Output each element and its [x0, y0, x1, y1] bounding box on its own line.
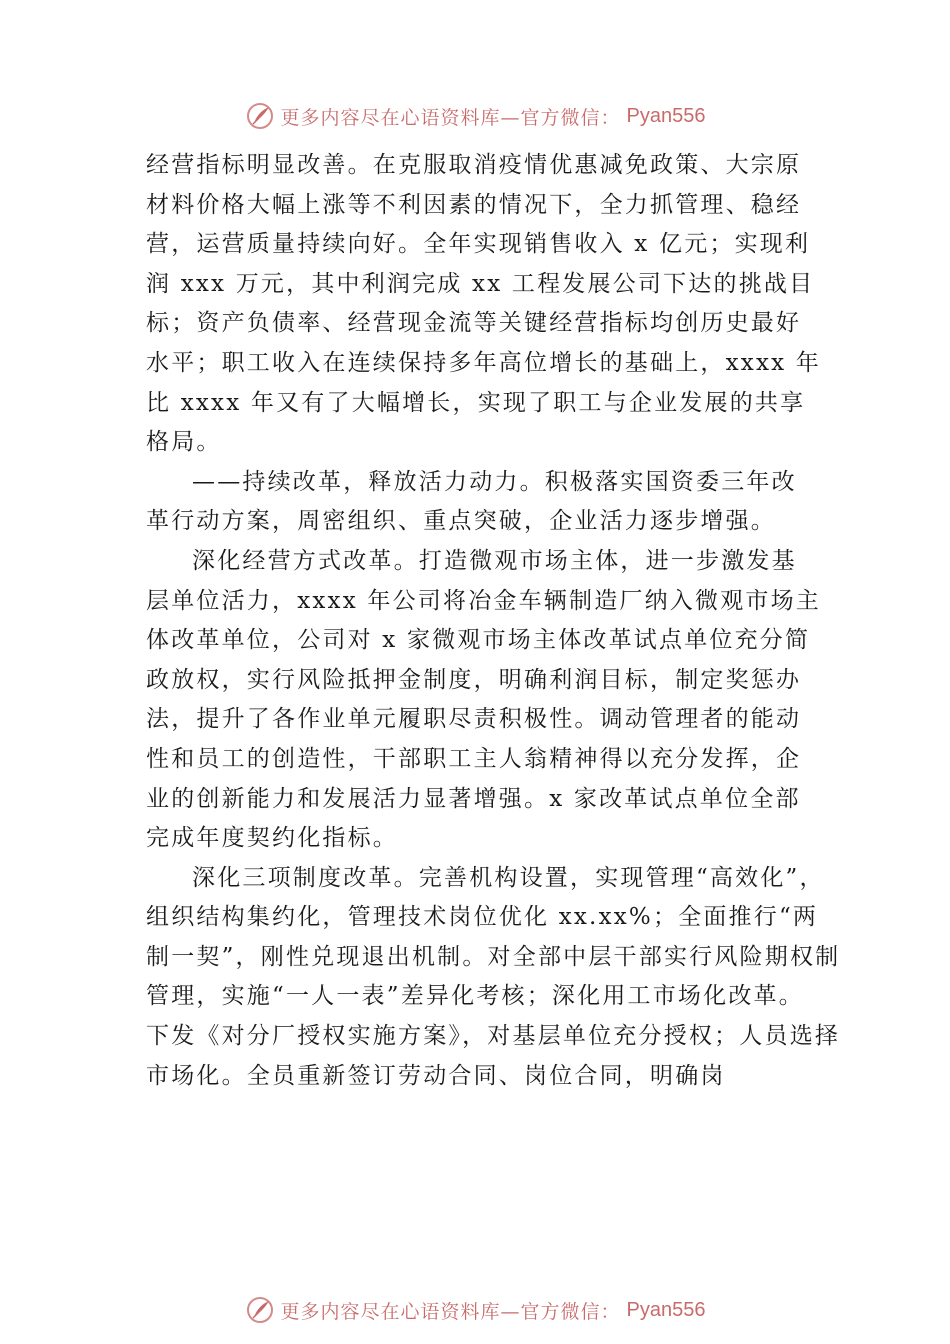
text-line: 下发《对分厂授权实施方案》，对基层单位充分授权；人员选择	[146, 1023, 841, 1050]
text-line: 市场化。全员重新签订劳动合同、岗位合同，明确岗	[146, 1062, 726, 1089]
text-line: 格局。	[146, 429, 222, 456]
paragraph-start-line: 深化经营方式改革。打造微观市场主体，进一步激发基	[192, 547, 797, 574]
header-watermark	[0, 96, 950, 136]
text-line: 革行动方案，周密组织、重点突破，企业活力逐步增强。	[146, 508, 776, 535]
text-line: 政放权，实行风险抵押金制度，明确利润目标，制定奖惩办	[146, 666, 802, 693]
text-line: 业的创新能力和发展活力显著增强。x 家改革试点单位全部	[146, 785, 801, 812]
feather-seal-icon	[245, 101, 275, 131]
text-line: 水平；职工收入在连续保持多年高位增长的基础上，xxxx 年	[146, 349, 821, 376]
text-line: 层单位活力，xxxx 年公司将冶金车辆制造厂纳入微观市场主	[146, 587, 821, 614]
text-line: 管理，实施“一人一表”差异化考核；深化用工市场化改革。	[146, 983, 804, 1010]
watermark-text: 更多内容尽在心语资料库—官方微信：	[280, 1300, 621, 1323]
text-line: 经营指标明显改善。在克服取消疫情优惠减免政策、大宗原	[146, 152, 802, 178]
text-line: 组织结构集约化，管理技术岗位优化 xx.xx%；全面推行“两	[146, 904, 819, 931]
text-line: 完成年度契约化指标。	[146, 825, 398, 852]
text-line: 制一契”，刚性兑现退出机制。对全部中层干部实行风险期权制	[146, 943, 841, 970]
document-body	[146, 146, 841, 1096]
text-line: 材料价格大幅上涨等不利因素的情况下，全力抓管理、稳经	[146, 191, 802, 218]
text-line: 标；资产负债率、经营现金流等关键经营指标均创历史最好	[146, 310, 802, 337]
watermark-wechat-id: Pyan556	[626, 1298, 706, 1321]
watermark-text: 更多内容尽在心语资料库—官方微信：	[280, 106, 621, 129]
text-line: 润 xxx 万元，其中利润完成 xx 工程发展公司下达的挑战目	[146, 270, 815, 297]
footer-watermark	[0, 1290, 950, 1330]
section-heading-line: ——持续改革，释放活力动力。积极落实国资委三年改	[192, 468, 797, 495]
paragraph-start-line: 深化三项制度改革。完善机构设置，实现管理“高效化”，	[192, 864, 825, 891]
text-line: 法，提升了各作业单元履职尽责积极性。调动管理者的能动	[146, 706, 802, 733]
text-line: 比 xxxx 年又有了大幅增长，实现了职工与企业发展的共享	[146, 389, 806, 416]
watermark-wechat-id: Pyan556	[626, 104, 706, 127]
text-line: 体改革单位，公司对 x 家微观市场主体改革试点单位充分简	[146, 627, 811, 654]
text-line: 营，运营质量持续向好。全年实现销售收入 x 亿元；实现利	[146, 231, 811, 258]
text-line: 性和员工的创造性，干部职工主人翁精神得以充分发挥，企	[146, 745, 802, 772]
feather-seal-icon	[245, 1295, 275, 1325]
